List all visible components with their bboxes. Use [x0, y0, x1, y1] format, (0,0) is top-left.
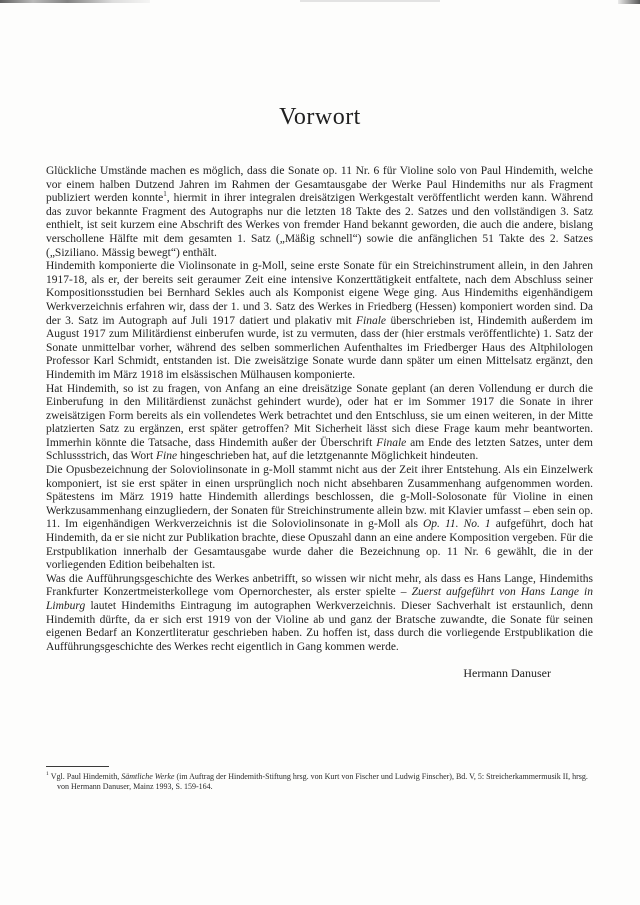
text-run: hingeschrieben hat, auf die letztgenannte Möglichkeit hindeuten. — [177, 450, 479, 463]
text-run: am Ende des letzten Satzes, unter dem Schlussstrich, das Wort — [46, 436, 593, 463]
italic-text-run: Op. 11. No. 1 — [423, 518, 491, 531]
text-run: Glückliche Umstände machen es möglich, dass die Sonate op. 11 Nr. 6 für Violine solo von Paul Hindemith, welche vor einem halben Dutzend Jahren im Rahmen der Gesamtausgabe der Werke Paul Hindemiths nur als Fragment publiziert werden konnte — [46, 165, 593, 205]
footnote-text — [46, 772, 593, 791]
italic-text-run: Zuerst aufgeführt von Hans Lange in Limburg — [46, 586, 593, 612]
text-run: aufgeführt, doch hat Hindemith, da er sie nicht zur Publikation brachte, diese Opuszahl dann an eine andere Komposition vergeben. Für die Erstpublikation innerhalb der Gesamtausgabe wurde daher die Bezeichnung op. 11 Nr. 6 gewählt, die in der vorliegenden Edition beibehalten ist. — [46, 518, 594, 572]
paragraph — [46, 383, 593, 465]
italic-text-run: Finale — [376, 436, 407, 449]
paragraph — [46, 464, 593, 573]
paragraph — [46, 573, 593, 655]
footnote — [46, 766, 593, 791]
scan-artifact-top-middle — [300, 0, 440, 2]
paragraph — [46, 260, 593, 382]
footnote-marker: 1 — [46, 771, 49, 778]
text-run: lautet Hindemiths Eintragung im autographen Werkverzeichnis. Dieser Sachverhalt ist erstaunlich, denn Hindemith dürfte, da er sich erst 1919 von der Violine ab und ganz der Bratsche zuwandte, die Sonate für seinen eigenen Bedarf an Konzertliteratur geschrieben haben. Zu hoffen ist, dass durch die vorliegende Erstpublikation die Aufführungsgeschichte des Werkes recht eigentlich in Gang kommen werde. — [46, 600, 593, 653]
footnote-separator — [46, 766, 109, 767]
page-content — [46, 165, 593, 681]
text-run: Hindemith komponierte die Violinsonate in g-Moll, seine erste Sonate für ein Streichinstrument allein, in den Jahren 1917-18, als er, der bereits seit geraumer Zeit eine intensive Konzerttätigkeit entfaltete, nach dem Abschluss seiner Kompositionsstudien bei Bernhard Sekles auch als Komponist eigene Wege ging. Aus Hindemiths eigenhändigem Werkverzeichnis erfahren wir, dass der 1. und 3. Satz des Werkes in Friedberg (Hessen) komponiert worden sind. Da der 3. Satz im Autograph auf Juli 1917 datiert und plakativ mit — [46, 260, 593, 327]
text-run: Was die Aufführungsgeschichte des Werkes anbetrifft, so wissen wir nicht mehr, als dass es Hans Lange, Hindemiths Frankfurter Konzertmeisterkollege vom Opernorchester, als erster spielte – — [46, 572, 593, 599]
paragraph — [46, 165, 593, 260]
text-run: (im Auftrag der Hindemith-Stiftung hrsg. von Kurt von Fischer und Ludwig Finscher), Bd. V, 5: Streicherkammermusik II, hrsg. von Hermann Danuser, Mainz 1993, S. 159-164. — [57, 772, 588, 791]
text-run: , hiermit in ihrer integralen dreisätzigen Werkgestalt veröffentlicht werden kann. Während das zuvor bekannte Fragment des Autographs nur die letzten 18 Takte des 2. Satzes und den vollständigen 3. Satz enthielt, ist seit kurzem eine Abschrift des Werkes von fremder Hand bekannt geworden, die auch die andere, bislang verschollene Hälfte mit dem gesamten 1. Satz („Mäßig schnell“) sowie die anfänglichen 51 Takte des 2. Satzes („Siziliano. Mässig bewegt“) enthält. — [46, 192, 593, 259]
italic-text-run: Sämtliche Werke — [121, 772, 175, 781]
italic-text-run: Finale — [356, 314, 387, 327]
footnote-body — [51, 772, 588, 791]
scan-artifact-top-left — [0, 0, 150, 3]
body-text — [46, 165, 593, 654]
text-run: überschrieben ist, Hindemith außerdem im August 1917 zum Militärdienst einberufen wurde, ist zu vermuten, dass der (hier erstmals veröffentlichte) 1. Satz der Sonate unmittelbar vorher, während des selben sommerlichen Aufenthaltes im Friedberger Haus des Altphilologen Professor Karl Schmidt, entstanden ist. Die zweisätzige Sonate wurde dann später um einen Mittelsatz ergänzt, den Hindemith im März 1918 im elsässischen Mülhausen komponierte. — [46, 314, 593, 381]
author-signature: Hermann Danuser — [463, 666, 551, 681]
italic-text-run: Fine — [156, 450, 178, 463]
footnote-reference-marker: 1 — [163, 190, 167, 199]
text-run: Hat Hindemith, so ist zu fragen, von Anfang an eine dreisätzige Sonate geplant (an deren Vollendung er durch die Einberufung in den Militärdienst zunächst gehindert wurde), oder hat er im Sommer 1917 die Sonate in ihrer zweisätzigen Form bereits als ein vollendetes Werk betrachtet und den Entschluss, sie um einen weiteren, in der Mitte platzierten Satz zu ergänzen, erst später getroffen? Mit Sicherheit lässt sich diese Frage kaum mehr beantworten. Immerhin könnte die Tatsache, dass Hindemith außer der Überschrift — [46, 382, 593, 449]
text-run: Die Opusbezeichnung der Soloviolinsonate in g-Moll stammt nicht aus der Zeit ihrer Entstehung. Als ein Einzelwerk komponiert, ist sie erst später in einen ursprünglich noch nicht absehbaren Zusammenhang aufgenommen worden. Spätestens im März 1919 hatte Hindemith allerdings beschlossen, die g-Moll-Solosonate für Violine in einen Werkzusammenhang einzugliedern, der Sonaten für Streichinstrumente allein bzw. mit Klavier umfasst – eben sein op. 11. Im eigenhändigen Werkverzeichnis ist die Soloviolinsonate in g-Moll als — [46, 464, 593, 531]
page-title: Vorwort — [279, 104, 361, 130]
text-run: Vgl. Paul Hindemith, — [50, 772, 122, 781]
scan-artifact-top-right — [618, 0, 640, 4]
